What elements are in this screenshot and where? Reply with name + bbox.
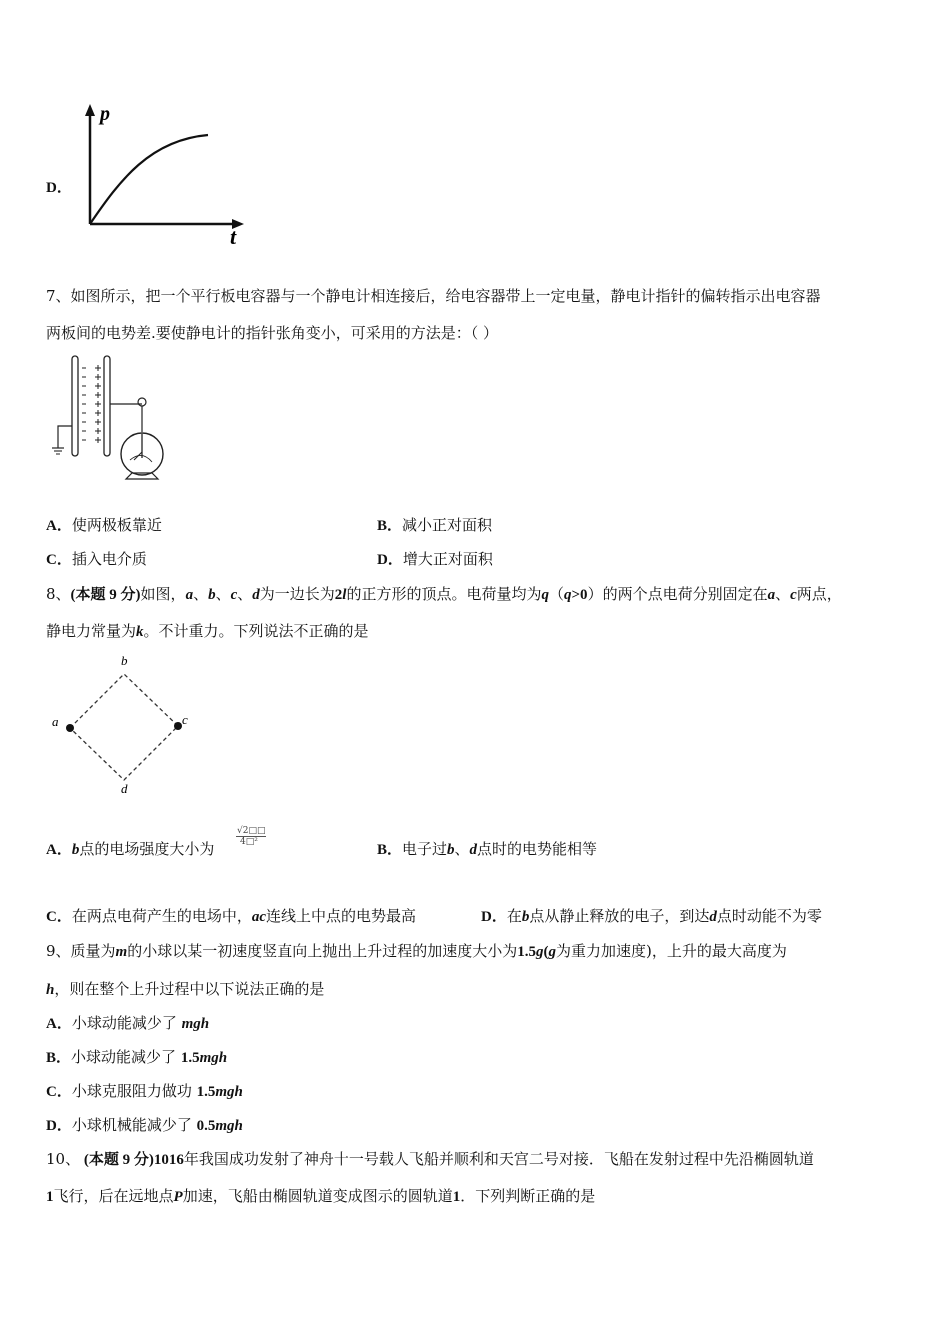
q8-text: 。不计重力。下列说法不正确的是 xyxy=(143,622,369,640)
q9-option-b[interactable] xyxy=(46,1047,227,1068)
coef: 0.5 xyxy=(196,1118,216,1134)
orbit-number: 1 xyxy=(452,1189,461,1205)
var-mgh: mgh xyxy=(199,1050,228,1066)
dashed-square xyxy=(70,674,178,780)
q9-option-d[interactable] xyxy=(46,1115,243,1136)
q8-option-c-text: 连线上中点的电势最高 xyxy=(266,907,417,925)
accel-coef: 1.5 xyxy=(517,944,536,960)
var-g: g xyxy=(535,944,544,960)
coef: 1.5 xyxy=(180,1050,200,1066)
q8-option-d-label: D． xyxy=(481,909,507,925)
q9-option-b-text: 小球动能减少了 xyxy=(71,1048,177,1066)
q9-text: ，则在整个上升过程中以下说法正确的是 xyxy=(54,980,325,998)
fraction-denominator: 4□² xyxy=(240,837,258,847)
q10-text: 年我国成功发射了神舟十一号载人飞船并顺利和天宫二号对接．飞船在发射过程中先沿椭圆轨道 xyxy=(183,1150,814,1168)
q8-number: 8、 xyxy=(46,585,71,603)
q7-option-d[interactable] xyxy=(377,549,493,570)
sep: 、 xyxy=(775,585,791,603)
q9-option-c[interactable] xyxy=(46,1081,243,1102)
q8-option-a-label: A． xyxy=(46,842,72,858)
q8-option-b-text: 电子过 xyxy=(402,840,448,858)
graph-y-label: p xyxy=(100,103,110,125)
var-mgh: mgh xyxy=(215,1084,243,1100)
q8-option-a-text: 点的电场强度大小为 xyxy=(79,840,215,858)
q9-text: 为重力加速度)，上升的最大高度为 xyxy=(555,942,787,960)
coef: 1.5 xyxy=(196,1084,216,1100)
q8-text: 的两个点电荷分别固定在 xyxy=(602,585,768,603)
var-c: c xyxy=(790,587,797,603)
paren: ） xyxy=(587,585,603,603)
label-d: d xyxy=(121,781,128,796)
var-d: d xyxy=(252,587,260,603)
q9-option-d-label: D． xyxy=(46,1118,72,1134)
q8-option-b[interactable] xyxy=(377,839,597,860)
var-d: d xyxy=(469,842,478,858)
q6-option-d-label: D． xyxy=(46,180,72,196)
q8-option-d-text: 点从静止释放的电子，到达 xyxy=(529,907,710,925)
var-h: h xyxy=(46,982,55,998)
var-g: g xyxy=(548,944,556,960)
q8-stem-line2 xyxy=(46,621,369,642)
q8-text: 如图， xyxy=(140,585,186,603)
var-d: d xyxy=(709,909,717,925)
graph-x-label: t xyxy=(230,224,237,249)
q9-text: 9、质量为 xyxy=(46,942,116,960)
q10-stem-line1 xyxy=(46,1149,814,1170)
q8-text: 为一边长为 xyxy=(259,585,335,603)
charge-a xyxy=(66,724,74,732)
q8-option-a-fraction xyxy=(236,826,266,847)
q10-text: 加速，飞船由椭圆轨道变成图示的圆轨道 xyxy=(182,1187,453,1205)
q8-stem-line1 xyxy=(46,584,842,605)
q8-option-b-label: B． xyxy=(377,842,403,858)
q8-text: 静电力常量为 xyxy=(46,622,137,640)
q7-option-b[interactable] xyxy=(377,515,492,536)
sep: 、 xyxy=(454,840,470,858)
q9-option-c-text: 小球克服阻力做功 xyxy=(71,1082,192,1100)
q8-text: 两点， xyxy=(796,585,842,603)
var-mgh: mgh xyxy=(215,1118,243,1134)
sep: 、 xyxy=(193,585,209,603)
q7-option-a-label: A． xyxy=(46,518,72,534)
q10-text: ．下列判断正确的是 xyxy=(460,1187,596,1205)
q7-option-d-text: 增大正对面积 xyxy=(402,550,493,568)
label-a: a xyxy=(52,714,59,729)
var-b: b xyxy=(208,587,216,603)
q7-option-b-text: 减小正对面积 xyxy=(402,516,493,534)
var-b: b xyxy=(521,909,530,925)
q-condition: >0 xyxy=(571,587,588,603)
fraction-numerator: √2□□ xyxy=(237,826,266,836)
graph-curve xyxy=(90,135,208,224)
var-k: k xyxy=(136,624,144,640)
label-b: b xyxy=(121,653,128,668)
graph-y-arrow xyxy=(85,104,95,116)
q8-option-d[interactable] xyxy=(481,906,822,927)
q10-text: 飞行，后在远地点 xyxy=(53,1187,174,1205)
q7-stem-line2: 两板间的电势差.要使静电计的指针张角变小，可采用的方法是：（ ） xyxy=(46,324,499,342)
q7-option-c-label: C． xyxy=(46,552,72,568)
q8-score: (本题 9 分) xyxy=(70,587,141,603)
paren: （ xyxy=(548,585,564,603)
q9-option-a[interactable] xyxy=(46,1013,209,1034)
q8-option-c[interactable] xyxy=(46,906,416,927)
q9-text: 的小球以某一初速度竖直向上抛出上升过程的加速度大小为 xyxy=(127,942,518,960)
var-ac: ac xyxy=(251,909,267,925)
q9-option-b-label: B． xyxy=(46,1050,72,1066)
q8-option-b-text: 点时的电势能相等 xyxy=(477,840,598,858)
q7-option-a[interactable] xyxy=(46,515,162,536)
var-c: c xyxy=(230,587,238,603)
var-b: b xyxy=(71,842,80,858)
sep: 、 xyxy=(237,585,253,603)
q8-option-a[interactable] xyxy=(46,839,214,860)
q7-option-a-text: 使两极板靠近 xyxy=(71,516,162,534)
q8-text: 的正方形的顶点。电荷量均为 xyxy=(346,585,542,603)
var-a: a xyxy=(767,587,776,603)
q6-pt-graph xyxy=(80,100,250,250)
q8-option-c-text: 在两点电荷产生的电场中， xyxy=(71,907,252,925)
q9-option-a-text: 小球动能减少了 xyxy=(71,1014,177,1032)
q10-year: 1016 xyxy=(153,1152,184,1168)
q8-option-d-text: 点时动能不为零 xyxy=(716,907,822,925)
q10-number: 10、 xyxy=(46,1150,81,1168)
var-mgh: mgh xyxy=(181,1016,210,1032)
q7-option-c-text: 插入电介质 xyxy=(71,550,147,568)
charge-c xyxy=(174,722,182,730)
side-number: 2 xyxy=(334,587,343,603)
var-q: q xyxy=(564,587,572,603)
var-p: P xyxy=(173,1189,183,1205)
q7-option-b-label: B． xyxy=(377,518,403,534)
q9-option-d-text: 小球机械能减少了 xyxy=(71,1116,192,1134)
var-m: m xyxy=(115,944,128,960)
var-l: l xyxy=(342,587,347,603)
orbit-number: 1 xyxy=(46,1189,54,1205)
q8-option-d-text: 在 xyxy=(506,907,522,925)
q9-option-c-label: C． xyxy=(46,1084,72,1100)
paren: ( xyxy=(543,944,549,960)
q7-option-d-label: D． xyxy=(377,552,403,568)
var-b: b xyxy=(447,842,455,858)
var-a: a xyxy=(185,587,194,603)
q9-stem-line2 xyxy=(46,979,324,1000)
q10-stem-line2 xyxy=(46,1186,595,1207)
q8-option-c-label: C． xyxy=(46,909,72,925)
sep: 、 xyxy=(215,585,231,603)
q9-stem-line1 xyxy=(46,941,787,962)
q7-option-c[interactable] xyxy=(46,549,147,570)
q10-score: (本题 9 分) xyxy=(80,1152,154,1168)
label-c: c xyxy=(182,712,188,727)
q7-stem-line1: 7、如图所示，把一个平行板电容器与一个静电计相连接后，给电容器带上一定电量，静电计指针的偏转指示出电容器 xyxy=(46,287,821,305)
var-q: q xyxy=(541,587,549,603)
q8-square-figure xyxy=(46,650,206,800)
q6-option-d xyxy=(46,177,72,198)
q7-capacitor-electroscope-figure xyxy=(46,350,206,485)
q9-option-a-label: A． xyxy=(46,1016,72,1032)
